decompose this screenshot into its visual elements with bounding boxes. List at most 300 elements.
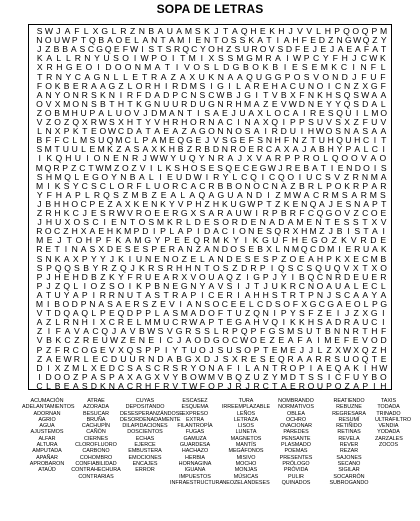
- grid-letter[interactable]: P: [326, 380, 332, 391]
- grid-letter[interactable]: O: [325, 126, 333, 137]
- grid-letter[interactable]: Y: [335, 98, 341, 109]
- grid-letter[interactable]: U: [255, 71, 263, 82]
- grid-letter[interactable]: T: [45, 308, 52, 319]
- grid-letter[interactable]: V: [256, 153, 262, 164]
- grid-letter[interactable]: A: [292, 144, 299, 155]
- grid-letter[interactable]: P: [172, 89, 179, 100]
- grid-letter[interactable]: S: [174, 162, 180, 173]
- grid-letter[interactable]: S: [124, 244, 131, 255]
- grid-letter[interactable]: A: [177, 226, 184, 237]
- grid-letter[interactable]: C: [257, 299, 264, 309]
- grid-letter[interactable]: C: [154, 362, 161, 373]
- grid-letter[interactable]: U: [54, 289, 61, 300]
- grid-letter[interactable]: D: [110, 353, 118, 364]
- grid-letter[interactable]: Z: [64, 362, 70, 373]
- grid-letter[interactable]: L: [236, 80, 241, 91]
- grid-letter[interactable]: R: [99, 289, 106, 300]
- grid-letter[interactable]: X: [301, 299, 308, 309]
- grid-letter[interactable]: T: [88, 162, 94, 173]
- grid-letter[interactable]: A: [145, 289, 151, 300]
- grid-letter[interactable]: S: [148, 217, 155, 228]
- grid-letter[interactable]: C: [231, 335, 238, 346]
- grid-letter[interactable]: A: [80, 244, 87, 255]
- grid-letter[interactable]: J: [278, 162, 283, 173]
- grid-letter[interactable]: H: [106, 226, 114, 237]
- grid-letter[interactable]: Z: [275, 189, 281, 200]
- grid-letter[interactable]: P: [284, 153, 291, 164]
- grid-letter[interactable]: G: [345, 35, 352, 46]
- grid-letter[interactable]: L: [180, 189, 186, 200]
- grid-letter[interactable]: Q: [126, 344, 134, 355]
- grid-letter[interactable]: R: [289, 289, 296, 300]
- grid-letter[interactable]: G: [90, 344, 98, 355]
- grid-letter[interactable]: S: [113, 189, 119, 200]
- grid-letter[interactable]: N: [72, 317, 79, 328]
- grid-letter[interactable]: V: [127, 208, 133, 218]
- grid-letter[interactable]: B: [54, 107, 60, 118]
- grid-letter[interactable]: B: [257, 244, 263, 255]
- grid-letter[interactable]: I: [159, 335, 162, 346]
- grid-letter[interactable]: N: [217, 126, 224, 137]
- grid-letter[interactable]: R: [226, 98, 233, 109]
- grid-letter[interactable]: E: [352, 335, 359, 346]
- grid-letter[interactable]: L: [127, 80, 133, 91]
- grid-letter[interactable]: W: [61, 35, 70, 46]
- grid-letter[interactable]: Q: [336, 135, 343, 146]
- grid-letter[interactable]: Y: [198, 153, 205, 164]
- grid-letter[interactable]: G: [325, 208, 333, 218]
- grid-letter[interactable]: B: [62, 44, 68, 55]
- grid-letter[interactable]: Q: [316, 208, 324, 218]
- grid-letter[interactable]: E: [234, 162, 241, 173]
- grid-letter[interactable]: H: [81, 317, 88, 328]
- grid-letter[interactable]: S: [199, 208, 206, 218]
- grid-letter[interactable]: D: [126, 308, 134, 319]
- grid-letter[interactable]: J: [352, 53, 357, 64]
- grid-letter[interactable]: X: [371, 217, 378, 228]
- grid-letter[interactable]: H: [212, 198, 220, 209]
- grid-letter[interactable]: T: [127, 98, 133, 109]
- grid-letter[interactable]: C: [80, 198, 87, 209]
- grid-letter[interactable]: I: [97, 62, 100, 73]
- grid-letter[interactable]: S: [308, 371, 314, 382]
- grid-letter[interactable]: C: [315, 171, 322, 182]
- grid-letter[interactable]: F: [136, 89, 142, 100]
- grid-letter[interactable]: I: [283, 62, 287, 73]
- grid-letter[interactable]: M: [115, 135, 123, 146]
- grid-letter[interactable]: A: [190, 308, 197, 319]
- grid-letter[interactable]: A: [199, 317, 206, 328]
- grid-letter[interactable]: C: [296, 262, 304, 273]
- grid-letter[interactable]: I: [291, 271, 295, 282]
- grid-letter[interactable]: R: [217, 153, 224, 164]
- grid-letter[interactable]: T: [226, 308, 233, 319]
- grid-letter[interactable]: E: [90, 208, 97, 218]
- grid-letter[interactable]: C: [362, 135, 370, 146]
- grid-letter[interactable]: D: [181, 80, 188, 91]
- grid-letter[interactable]: E: [289, 380, 296, 391]
- grid-letter[interactable]: F: [308, 308, 314, 319]
- grid-letter[interactable]: A: [237, 189, 243, 200]
- grid-letter[interactable]: F: [381, 326, 387, 337]
- grid-letter[interactable]: F: [380, 71, 386, 82]
- grid-letter[interactable]: Q: [54, 262, 62, 273]
- grid-letter[interactable]: E: [113, 153, 119, 164]
- grid-letter[interactable]: R: [173, 44, 181, 55]
- grid-letter[interactable]: K: [54, 180, 61, 191]
- grid-letter[interactable]: S: [221, 135, 228, 146]
- grid-letter[interactable]: Q: [343, 98, 351, 109]
- grid-letter[interactable]: H: [54, 208, 61, 218]
- grid-letter[interactable]: O: [212, 262, 220, 273]
- grid-letter[interactable]: D: [203, 335, 211, 346]
- grid-letter[interactable]: F: [45, 135, 51, 146]
- grid-letter[interactable]: H: [253, 289, 260, 300]
- grid-letter[interactable]: F: [127, 271, 133, 282]
- grid-letter[interactable]: O: [54, 371, 61, 382]
- grid-letter[interactable]: Z: [45, 317, 52, 328]
- grid-letter[interactable]: L: [82, 362, 88, 373]
- grid-letter[interactable]: W: [293, 53, 302, 64]
- grid-letter[interactable]: E: [380, 208, 387, 218]
- grid-letter[interactable]: R: [360, 235, 367, 246]
- grid-letter[interactable]: I: [197, 107, 200, 118]
- grid-letter[interactable]: X: [54, 98, 61, 109]
- grid-letter[interactable]: Z: [151, 189, 157, 200]
- grid-letter[interactable]: J: [288, 26, 293, 36]
- grid-letter[interactable]: B: [204, 144, 211, 155]
- grid-letter[interactable]: N: [194, 262, 201, 273]
- grid-letter[interactable]: Q: [177, 135, 184, 146]
- grid-letter[interactable]: T: [266, 35, 272, 46]
- grid-letter[interactable]: A: [124, 144, 131, 155]
- grid-letter[interactable]: E: [132, 71, 138, 82]
- grid-letter[interactable]: I: [309, 362, 313, 373]
- grid-letter[interactable]: A: [244, 317, 251, 328]
- grid-letter[interactable]: A: [253, 362, 260, 373]
- grid-letter[interactable]: H: [271, 80, 278, 91]
- grid-letter[interactable]: E: [371, 271, 378, 282]
- grid-letter[interactable]: K: [118, 253, 124, 264]
- grid-letter[interactable]: K: [54, 253, 61, 264]
- grid-letter[interactable]: R: [81, 80, 88, 91]
- grid-letter[interactable]: P: [326, 253, 332, 264]
- grid-letter[interactable]: Q: [331, 153, 339, 164]
- grid-letter[interactable]: E: [303, 44, 310, 55]
- grid-letter[interactable]: A: [232, 26, 238, 36]
- grid-letter[interactable]: I: [286, 53, 289, 64]
- grid-letter[interactable]: H: [62, 198, 69, 209]
- grid-letter[interactable]: H: [71, 107, 78, 118]
- grid-letter[interactable]: G: [108, 80, 116, 91]
- grid-letter[interactable]: G: [144, 371, 152, 382]
- grid-letter[interactable]: A: [244, 289, 251, 300]
- grid-letter[interactable]: A: [136, 371, 142, 382]
- grid-letter[interactable]: C: [79, 162, 86, 173]
- grid-letter[interactable]: A: [217, 117, 224, 127]
- grid-letter[interactable]: S: [274, 299, 281, 309]
- grid-letter[interactable]: K: [252, 235, 259, 246]
- grid-letter[interactable]: S: [308, 117, 314, 127]
- grid-letter[interactable]: I: [232, 226, 235, 237]
- grid-letter[interactable]: O: [221, 35, 229, 46]
- grid-letter[interactable]: U: [343, 353, 350, 364]
- grid-letter[interactable]: Q: [361, 344, 369, 355]
- grid-letter[interactable]: Y: [190, 362, 197, 373]
- grid-letter[interactable]: A: [237, 71, 243, 82]
- grid-letter[interactable]: U: [371, 117, 378, 127]
- grid-letter[interactable]: O: [199, 271, 206, 282]
- letter-grid[interactable]: [28, 24, 392, 390]
- grid-letter[interactable]: B: [154, 280, 160, 291]
- grid-letter[interactable]: Q: [89, 35, 96, 46]
- grid-letter[interactable]: W: [247, 198, 256, 209]
- grid-letter[interactable]: H: [301, 226, 308, 237]
- grid-letter[interactable]: S: [136, 344, 142, 355]
- grid-letter[interactable]: O: [63, 371, 70, 382]
- grid-letter[interactable]: A: [287, 217, 294, 228]
- grid-letter[interactable]: U: [227, 189, 234, 200]
- grid-letter[interactable]: D: [241, 217, 248, 228]
- grid-letter[interactable]: B: [83, 262, 89, 273]
- grid-letter[interactable]: I: [64, 244, 68, 255]
- grid-letter[interactable]: L: [107, 107, 113, 118]
- grid-letter[interactable]: R: [63, 317, 70, 328]
- grid-letter[interactable]: I: [159, 171, 162, 182]
- grid-letter[interactable]: A: [372, 244, 378, 255]
- grid-letter[interactable]: L: [380, 98, 386, 109]
- grid-letter[interactable]: P: [142, 135, 149, 146]
- grid-letter[interactable]: Q: [333, 262, 341, 273]
- grid-letter[interactable]: H: [316, 253, 324, 264]
- grid-letter[interactable]: R: [287, 353, 294, 364]
- grid-letter[interactable]: R: [163, 380, 170, 391]
- grid-letter[interactable]: M: [35, 299, 43, 309]
- grid-letter[interactable]: M: [124, 226, 132, 237]
- grid-letter[interactable]: C: [371, 280, 378, 291]
- grid-letter[interactable]: S: [194, 26, 201, 36]
- grid-letter[interactable]: E: [129, 335, 136, 346]
- grid-letter[interactable]: A: [213, 107, 219, 118]
- grid-letter[interactable]: U: [253, 371, 260, 382]
- grid-letter[interactable]: I: [164, 80, 168, 91]
- grid-letter[interactable]: H: [262, 289, 269, 300]
- grid-letter[interactable]: N: [108, 89, 115, 100]
- grid-letter[interactable]: V: [129, 326, 136, 337]
- grid-letter[interactable]: H: [371, 326, 378, 337]
- grid-letter[interactable]: U: [154, 180, 161, 191]
- grid-letter[interactable]: O: [135, 80, 143, 91]
- grid-letter[interactable]: F: [199, 380, 205, 391]
- grid-letter[interactable]: U: [345, 107, 352, 118]
- grid-letter[interactable]: Z: [353, 117, 359, 127]
- grid-letter[interactable]: R: [83, 335, 90, 346]
- grid-letter[interactable]: M: [144, 62, 152, 73]
- grid-letter[interactable]: J: [143, 107, 148, 118]
- grid-letter[interactable]: Z: [45, 117, 52, 127]
- grid-letter[interactable]: E: [154, 271, 160, 282]
- grid-letter[interactable]: O: [44, 107, 52, 118]
- grid-letter[interactable]: C: [307, 208, 315, 218]
- grid-letter[interactable]: J: [326, 289, 332, 300]
- grid-letter[interactable]: S: [79, 44, 86, 55]
- grid-letter[interactable]: B: [176, 353, 182, 364]
- grid-letter[interactable]: C: [309, 244, 317, 255]
- grid-letter[interactable]: Z: [36, 208, 43, 218]
- grid-letter[interactable]: C: [262, 380, 269, 391]
- grid-letter[interactable]: C: [62, 135, 69, 146]
- grid-letter[interactable]: O: [144, 208, 152, 218]
- grid-letter[interactable]: L: [380, 280, 386, 291]
- grid-letter[interactable]: Q: [240, 26, 248, 36]
- grid-letter[interactable]: C: [221, 226, 228, 237]
- grid-letter[interactable]: E: [142, 198, 149, 209]
- grid-letter[interactable]: P: [89, 107, 96, 118]
- grid-letter[interactable]: S: [317, 317, 323, 328]
- grid-letter[interactable]: N: [154, 98, 161, 109]
- grid-letter[interactable]: G: [217, 189, 225, 200]
- grid-letter[interactable]: I: [171, 53, 175, 64]
- grid-letter[interactable]: K: [139, 262, 145, 273]
- grid-letter[interactable]: A: [90, 80, 97, 91]
- grid-letter[interactable]: C: [298, 280, 305, 291]
- grid-letter[interactable]: O: [93, 153, 101, 164]
- grid-letter[interactable]: S: [271, 289, 278, 300]
- grid-letter[interactable]: M: [188, 53, 196, 64]
- grid-letter[interactable]: R: [208, 180, 215, 191]
- grid-letter[interactable]: C: [344, 289, 351, 300]
- grid-letter[interactable]: Q: [106, 135, 114, 146]
- grid-letter[interactable]: D: [106, 244, 114, 255]
- grid-letter[interactable]: I: [300, 126, 304, 137]
- grid-letter[interactable]: O: [90, 280, 98, 291]
- grid-letter[interactable]: K: [72, 126, 79, 137]
- grid-letter[interactable]: O: [222, 217, 229, 228]
- grid-letter[interactable]: S: [324, 171, 331, 182]
- grid-letter[interactable]: O: [334, 380, 342, 391]
- grid-letter[interactable]: S: [299, 308, 305, 319]
- grid-letter[interactable]: H: [55, 189, 62, 200]
- grid-letter[interactable]: A: [275, 53, 281, 64]
- grid-letter[interactable]: S: [199, 80, 206, 91]
- grid-letter[interactable]: O: [71, 198, 79, 209]
- grid-letter[interactable]: O: [316, 280, 324, 291]
- grid-letter[interactable]: M: [331, 189, 339, 200]
- grid-letter[interactable]: J: [245, 380, 250, 391]
- grid-letter[interactable]: I: [128, 280, 132, 291]
- grid-letter[interactable]: C: [362, 208, 369, 218]
- grid-letter[interactable]: Z: [63, 226, 69, 237]
- grid-letter[interactable]: K: [136, 280, 142, 291]
- grid-letter[interactable]: B: [242, 62, 249, 73]
- grid-letter[interactable]: H: [195, 198, 202, 209]
- grid-letter[interactable]: V: [280, 98, 287, 109]
- grid-letter[interactable]: Q: [361, 26, 369, 36]
- grid-letter[interactable]: H: [307, 126, 315, 137]
- grid-letter[interactable]: R: [257, 144, 264, 155]
- grid-letter[interactable]: E: [124, 35, 131, 46]
- grid-letter[interactable]: A: [274, 144, 281, 155]
- grid-letter[interactable]: B: [324, 326, 331, 337]
- grid-letter[interactable]: D: [151, 107, 158, 118]
- grid-letter[interactable]: V: [166, 326, 173, 337]
- grid-letter[interactable]: I: [347, 226, 350, 237]
- grid-letter[interactable]: T: [315, 326, 322, 337]
- grid-letter[interactable]: G: [244, 89, 251, 100]
- grid-letter[interactable]: W: [150, 153, 159, 164]
- grid-letter[interactable]: S: [341, 189, 348, 200]
- grid-letter[interactable]: P: [81, 253, 88, 264]
- grid-letter[interactable]: E: [299, 253, 305, 264]
- grid-letter[interactable]: R: [135, 271, 143, 282]
- grid-letter[interactable]: E: [336, 198, 343, 209]
- grid-letter[interactable]: O: [320, 235, 328, 246]
- grid-letter[interactable]: R: [120, 26, 127, 36]
- grid-letter[interactable]: T: [281, 289, 287, 300]
- grid-letter[interactable]: E: [289, 344, 296, 355]
- grid-letter[interactable]: K: [299, 317, 305, 328]
- grid-letter[interactable]: L: [65, 53, 71, 64]
- grid-letter[interactable]: E: [250, 353, 257, 364]
- grid-letter[interactable]: M: [35, 180, 44, 191]
- grid-letter[interactable]: R: [271, 126, 278, 137]
- grid-letter[interactable]: H: [45, 217, 53, 228]
- grid-letter[interactable]: U: [62, 144, 69, 155]
- grid-letter[interactable]: I: [336, 308, 340, 319]
- grid-letter[interactable]: S: [353, 98, 360, 109]
- grid-letter[interactable]: I: [237, 280, 240, 291]
- grid-letter[interactable]: T: [213, 35, 219, 46]
- grid-letter[interactable]: A: [253, 117, 260, 127]
- grid-letter[interactable]: N: [334, 326, 341, 337]
- grid-letter[interactable]: G: [274, 71, 282, 82]
- grid-letter[interactable]: S: [90, 98, 97, 109]
- grid-letter[interactable]: P: [271, 253, 278, 264]
- grid-letter[interactable]: X: [189, 71, 196, 82]
- grid-letter[interactable]: O: [380, 107, 388, 118]
- grid-letter[interactable]: C: [318, 299, 326, 309]
- grid-letter[interactable]: A: [380, 289, 387, 300]
- grid-letter[interactable]: O: [54, 117, 61, 127]
- grid-letter[interactable]: N: [163, 253, 170, 264]
- grid-letter[interactable]: S: [81, 380, 88, 391]
- grid-letter[interactable]: S: [257, 135, 263, 146]
- grid-letter[interactable]: Q: [253, 308, 260, 319]
- grid-letter[interactable]: A: [372, 226, 378, 237]
- grid-letter[interactable]: J: [329, 44, 335, 55]
- grid-letter[interactable]: H: [71, 226, 78, 237]
- grid-letter[interactable]: T: [54, 244, 60, 255]
- grid-letter[interactable]: S: [335, 89, 341, 100]
- grid-letter[interactable]: V: [190, 271, 197, 282]
- grid-letter[interactable]: U: [362, 271, 369, 282]
- grid-letter[interactable]: A: [269, 217, 275, 228]
- grid-letter[interactable]: Q: [343, 26, 350, 36]
- grid-letter[interactable]: M: [63, 98, 71, 109]
- grid-letter[interactable]: U: [353, 371, 360, 382]
- grid-letter[interactable]: E: [217, 289, 224, 300]
- grid-letter[interactable]: H: [216, 44, 224, 55]
- grid-letter[interactable]: P: [36, 271, 43, 282]
- grid-letter[interactable]: E: [326, 308, 332, 319]
- grid-letter[interactable]: S: [36, 144, 43, 155]
- grid-letter[interactable]: X: [72, 253, 79, 264]
- grid-letter[interactable]: A: [311, 162, 318, 173]
- grid-letter[interactable]: S: [277, 44, 284, 55]
- grid-letter[interactable]: Q: [63, 308, 70, 319]
- grid-letter[interactable]: D: [221, 244, 228, 255]
- grid-letter[interactable]: G: [101, 26, 109, 36]
